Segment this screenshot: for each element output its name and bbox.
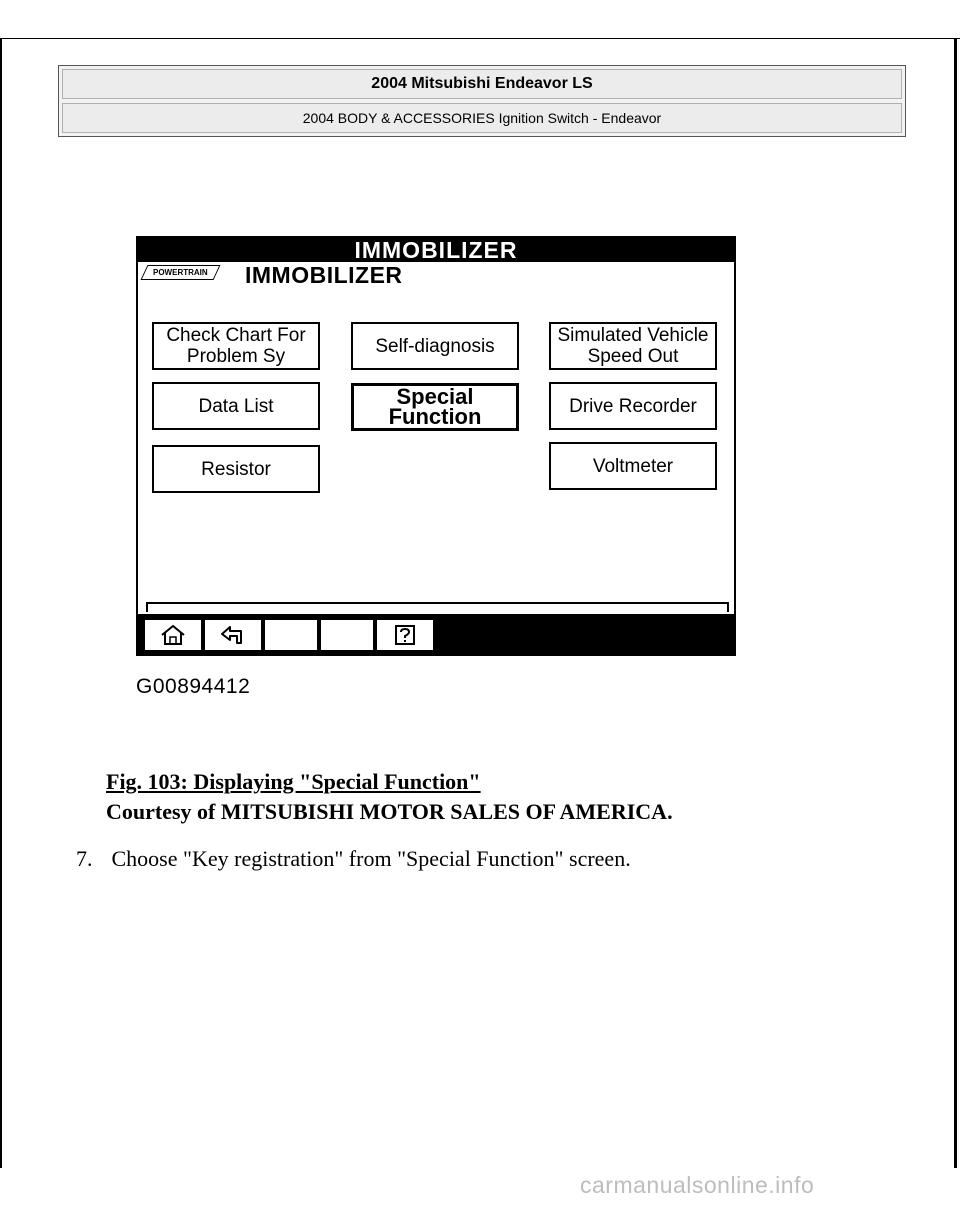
back-button[interactable] (204, 619, 262, 651)
toolbar-blank-button-1[interactable] (264, 619, 318, 651)
voltmeter-button[interactable]: Voltmeter (549, 442, 717, 490)
drive-recorder-button[interactable]: Drive Recorder (549, 382, 717, 430)
home-button[interactable] (144, 619, 202, 651)
simulated-vehicle-speed-button[interactable]: Simulated Vehicle Speed Out (549, 322, 717, 370)
page-frame-top (0, 38, 960, 39)
data-list-button[interactable]: Data List (152, 382, 320, 430)
document-header (58, 65, 906, 137)
figure-caption (106, 767, 673, 827)
step-text: Choose "Key registration" from "Special Function" screen. (111, 846, 631, 871)
figure-courtesy: Courtesy of MITSUBISHI MOTOR SALES OF AMERICA. (106, 799, 673, 824)
page-frame-right (954, 38, 957, 1168)
page-frame-left (0, 38, 2, 1168)
header-title: 2004 Mitsubishi Endeavor LS (62, 69, 902, 99)
self-diagnosis-button[interactable]: Self-diagnosis (351, 322, 519, 370)
powertrain-tab-label: POWERTRAIN (153, 268, 208, 277)
screen-subtitle: IMMOBILIZER (245, 262, 403, 288)
check-chart-button[interactable]: Check Chart For Problem Sy (152, 322, 320, 370)
special-function-button[interactable]: Special Function (351, 383, 519, 431)
toolbar-blank-button-2[interactable] (320, 619, 374, 651)
figure-caption-title[interactable]: Fig. 103: Displaying "Special Function" (106, 769, 481, 794)
help-icon (394, 624, 416, 646)
home-icon (160, 624, 186, 646)
powertrain-tab (141, 265, 221, 280)
scan-tool-screen-figure (136, 236, 736, 656)
screen-toolbar (138, 614, 734, 654)
procedure-step (76, 846, 631, 872)
resistor-button[interactable]: Resistor (152, 445, 320, 493)
watermark: carmanualsonline.info (580, 1172, 815, 1198)
screen-status-line (146, 602, 729, 612)
help-button[interactable] (376, 619, 434, 651)
screen-title: IMMOBILIZER (138, 238, 734, 262)
figure-code: G00894412 (136, 675, 251, 698)
header-subtitle: 2004 BODY & ACCESSORIES Ignition Switch - Endeavor (62, 103, 902, 133)
back-arrow-icon (219, 624, 247, 646)
step-number: 7. (76, 846, 93, 871)
